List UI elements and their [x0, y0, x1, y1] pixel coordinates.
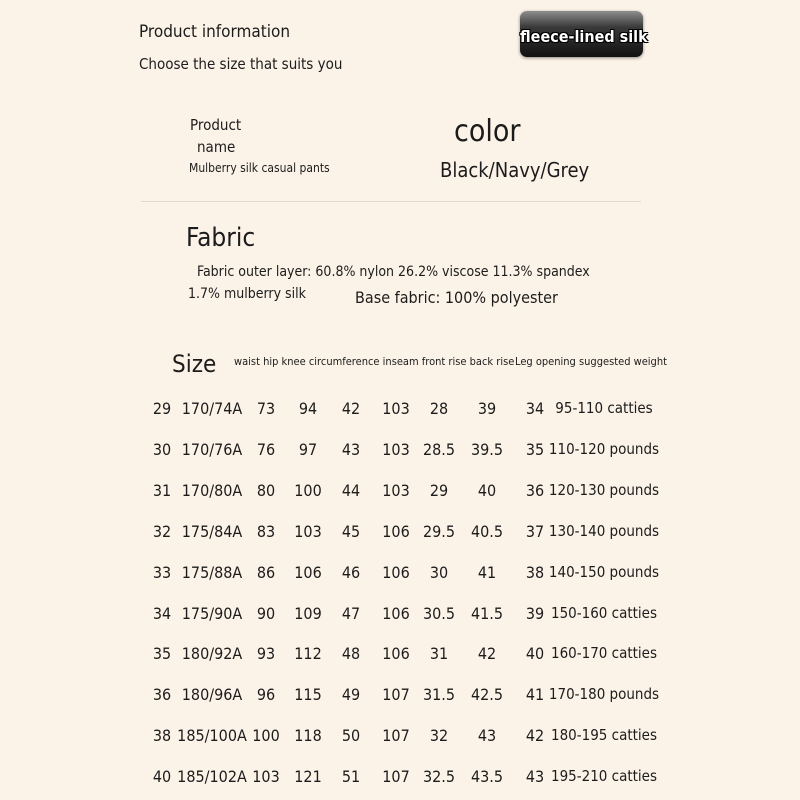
size-row	[0, 440, 800, 470]
waist-cell: 103	[252, 767, 280, 787]
hip-cell: 106	[294, 562, 322, 582]
knee-cell: 49	[341, 685, 361, 705]
height-waist-cell: 180/92A	[181, 644, 243, 664]
height-waist-cell: 185/102A	[177, 767, 247, 787]
leg-opening-cell: 38	[525, 562, 545, 582]
leg-opening-cell: 41	[525, 685, 545, 705]
back-rise-cell: 43	[477, 726, 497, 746]
height-waist-cell: 170/76A	[181, 439, 243, 459]
fabric-label: Fabric	[186, 223, 256, 253]
inseam-cell: 107	[382, 685, 410, 705]
back-rise-cell: 39	[477, 399, 497, 418]
front-rise-cell: 32.5	[422, 767, 456, 787]
size-cell: 40	[152, 767, 172, 787]
hip-cell: 118	[294, 726, 322, 746]
hip-cell: 94	[298, 399, 318, 418]
color-value: Black/Navy/Grey	[440, 158, 590, 182]
back-rise-cell: 40.5	[470, 521, 504, 541]
inseam-cell: 103	[382, 439, 410, 459]
inseam-cell: 107	[382, 767, 410, 787]
height-waist-cell: 175/90A	[181, 603, 243, 623]
size-row	[0, 522, 800, 552]
front-rise-cell: 28.5	[422, 439, 456, 459]
size-cell: 38	[152, 726, 172, 746]
leg-opening-cell: 36	[525, 480, 545, 500]
knee-cell: 50	[341, 726, 361, 746]
inseam-cell: 106	[382, 521, 410, 541]
back-rise-cell: 40	[477, 480, 497, 500]
size-cell: 36	[152, 685, 172, 705]
product-information-title: Product information	[139, 22, 291, 42]
knee-cell: 43	[341, 439, 361, 459]
leg-opening-weight-header: Leg opening suggested weight	[515, 355, 667, 368]
leg-opening-cell: 35	[525, 439, 545, 459]
suggested-weight-cell: 120-130 pounds	[548, 480, 660, 499]
size-cell: 32	[152, 521, 172, 541]
size-cell: 30	[152, 439, 172, 459]
inseam-cell: 103	[382, 480, 410, 500]
hip-cell: 109	[294, 603, 322, 623]
leg-opening-cell: 43	[525, 767, 545, 787]
section-divider	[141, 201, 641, 202]
hip-cell: 112	[294, 644, 322, 664]
back-rise-cell: 41.5	[470, 603, 504, 623]
waist-cell: 83	[256, 521, 276, 541]
back-rise-cell: 39.5	[470, 439, 504, 459]
back-rise-cell: 42.5	[470, 685, 504, 705]
height-waist-cell: 185/100A	[177, 726, 247, 746]
height-waist-cell: 180/96A	[181, 685, 243, 705]
front-rise-cell: 31	[429, 644, 449, 664]
inseam-cell: 107	[382, 726, 410, 746]
size-cell: 35	[152, 644, 172, 664]
size-row	[0, 767, 800, 797]
waist-cell: 93	[256, 644, 276, 664]
size-row	[0, 644, 800, 674]
knee-cell: 46	[341, 562, 361, 582]
back-rise-cell: 43.5	[470, 767, 504, 787]
waist-cell: 73	[256, 399, 276, 418]
waist-cell: 86	[256, 562, 276, 582]
front-rise-cell: 28	[429, 399, 449, 418]
suggested-weight-cell: 150-160 catties	[550, 603, 658, 622]
suggested-weight-cell: 180-195 catties	[550, 726, 658, 745]
size-cell: 29	[152, 399, 172, 418]
knee-cell: 42	[341, 399, 361, 418]
suggested-weight-cell: 140-150 pounds	[548, 562, 660, 581]
size-row	[0, 604, 800, 634]
knee-cell: 45	[341, 521, 361, 541]
product-name-label: Product	[190, 116, 242, 134]
hip-cell: 115	[294, 685, 322, 705]
height-waist-cell: 170/80A	[181, 480, 243, 500]
knee-cell: 47	[341, 603, 361, 623]
leg-opening-cell: 37	[525, 521, 545, 541]
leg-opening-cell: 34	[525, 399, 545, 418]
front-rise-cell: 29.5	[422, 521, 456, 541]
waist-cell: 90	[256, 603, 276, 623]
knee-cell: 44	[341, 480, 361, 500]
size-row	[0, 481, 800, 511]
knee-cell: 48	[341, 644, 361, 664]
size-cell: 34	[152, 603, 172, 623]
height-waist-cell: 175/88A	[181, 562, 243, 582]
front-rise-cell: 32	[429, 726, 449, 746]
size-cell: 33	[152, 562, 172, 582]
hip-cell: 97	[298, 439, 318, 459]
size-row	[0, 399, 800, 429]
back-rise-cell: 42	[477, 644, 497, 664]
height-waist-cell: 170/74A	[181, 399, 243, 418]
waist-cell: 76	[256, 439, 276, 459]
badge-label: fleece-lined silk	[520, 27, 648, 46]
size-table-column-headers: waist hip knee circumference inseam front rise back rise	[234, 355, 515, 368]
front-rise-cell: 30	[429, 562, 449, 582]
size-cell: 31	[152, 480, 172, 500]
inseam-cell: 103	[382, 399, 410, 418]
size-row	[0, 563, 800, 593]
choose-size-subtitle: Choose the size that suits you	[139, 55, 343, 73]
front-rise-cell: 31.5	[422, 685, 456, 705]
back-rise-cell: 41	[477, 562, 497, 582]
size-label: Size	[172, 350, 217, 378]
height-waist-cell: 175/84A	[181, 521, 243, 541]
base-fabric: Base fabric: 100% polyester	[355, 288, 558, 307]
product-name-label-line2: name	[197, 138, 236, 156]
fabric-outer-layer-cont: 1.7% mulberry silk	[188, 286, 306, 302]
inseam-cell: 106	[382, 644, 410, 664]
waist-cell: 100	[252, 726, 280, 746]
front-rise-cell: 29	[429, 480, 449, 500]
waist-cell: 80	[256, 480, 276, 500]
knee-cell: 51	[341, 767, 361, 787]
size-row	[0, 685, 800, 715]
leg-opening-cell: 39	[525, 603, 545, 623]
fabric-outer-layer: Fabric outer layer: 60.8% nylon 26.2% viscose 11.3% spandex	[197, 264, 590, 280]
leg-opening-cell: 40	[525, 644, 545, 664]
waist-cell: 96	[256, 685, 276, 705]
inseam-cell: 106	[382, 603, 410, 623]
hip-cell: 100	[294, 480, 322, 500]
hip-cell: 121	[294, 767, 322, 787]
color-label: color	[454, 114, 521, 149]
inseam-cell: 106	[382, 562, 410, 582]
suggested-weight-cell: 130-140 pounds	[548, 521, 660, 540]
product-name-value: Mulberry silk casual pants	[189, 161, 330, 175]
suggested-weight-cell: 95-110 catties	[555, 399, 653, 417]
front-rise-cell: 30.5	[422, 603, 456, 623]
size-row	[0, 726, 800, 756]
suggested-weight-cell: 170-180 pounds	[548, 685, 660, 704]
leg-opening-cell: 42	[525, 726, 545, 746]
suggested-weight-cell: 195-210 catties	[550, 767, 658, 786]
suggested-weight-cell: 110-120 pounds	[548, 439, 660, 458]
suggested-weight-cell: 160-170 catties	[550, 644, 658, 663]
hip-cell: 103	[294, 521, 322, 541]
